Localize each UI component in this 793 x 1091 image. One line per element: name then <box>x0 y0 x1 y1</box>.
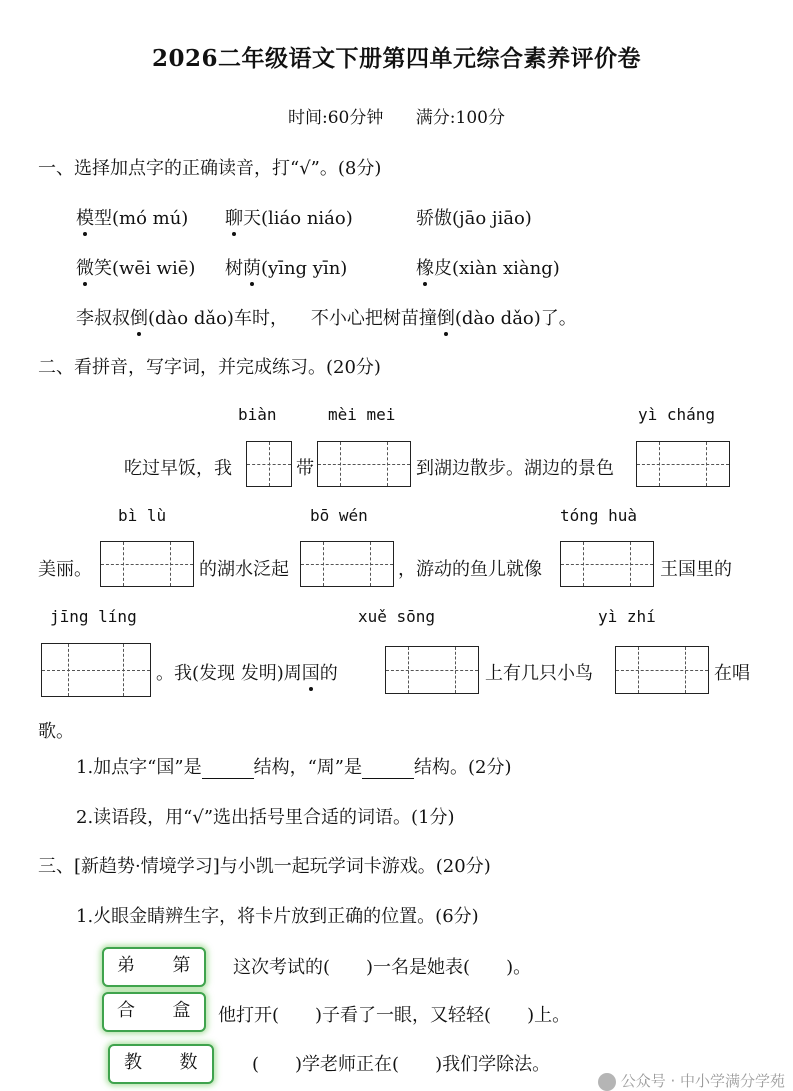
passage-line2-c: ，游动的鱼儿就像 <box>398 559 542 580</box>
item-xiangpi <box>416 254 560 280</box>
dotted-char: 微 <box>76 254 94 280</box>
pinyin-tonghua: tóng huà <box>560 506 638 525</box>
answer-blank[interactable] <box>362 760 414 779</box>
writing-box-xuesong[interactable] <box>385 646 479 694</box>
item-text: 不小心把树苗撞 <box>310 308 437 329</box>
card-sentence-3: ( )学老师正在( )我们学除法。 <box>252 1054 551 1075</box>
page-title: 2026二年级语文下册第四单元综合素养评价卷 <box>151 45 641 72</box>
exam-meta <box>0 103 793 128</box>
item-text: (dào dǎo)了。 <box>454 308 577 329</box>
item-text: 的 <box>319 663 338 684</box>
passage-line3-e: 在唱 <box>714 663 750 684</box>
item-text: 笑(wēi wiē) <box>94 258 196 279</box>
dotted-char: 荫 <box>243 254 261 280</box>
item-text: (yīng yīn) <box>261 258 348 279</box>
passage-line2-b: 的湖水泛起 <box>199 559 289 580</box>
question-3-1: 1.火眼金睛辨生字，将卡片放到正确的位置。(6分) <box>76 906 479 927</box>
item-liaotian <box>225 204 353 230</box>
writing-box-bian[interactable] <box>246 441 292 487</box>
section3-heading: 三、[新趋势·情境学习]与小凯一起玩学词卡游戏。(20分) <box>38 856 491 877</box>
question-2-2: 2.读语段，用“√”选出括号里合适的词语。(1分) <box>76 807 455 828</box>
passage-line1-c: 到湖边散步。湖边的景色 <box>416 458 614 479</box>
item-text: 树 <box>225 258 243 279</box>
writing-box-jingling[interactable] <box>41 643 151 697</box>
pinyin-xuesong: xuě sōng <box>358 607 436 626</box>
word-card-di[interactable]: 弟 第 <box>102 947 206 987</box>
item-text: 结构，“周”是 <box>253 757 362 778</box>
item-text: (dào dǎo)车时， <box>148 308 288 329</box>
item-text: 李叔叔 <box>76 308 130 329</box>
item-text: 结构。(2分) <box>413 757 512 778</box>
passage-line4: 歌。 <box>38 721 74 742</box>
item-moxing <box>76 204 188 230</box>
writing-box-meimei[interactable] <box>317 441 411 487</box>
pinyin-bian: biàn <box>238 405 277 424</box>
passage-line1-a: 吃过早饭，我 <box>124 458 232 479</box>
pinyin-yichang: yì cháng <box>638 405 716 424</box>
dotted-char: 聊 <box>225 204 243 230</box>
writing-box-bilu[interactable] <box>100 541 194 587</box>
word-card-he[interactable]: 合 盒 <box>102 992 206 1032</box>
writing-box-yichang[interactable] <box>636 441 730 487</box>
answer-blank[interactable] <box>202 760 254 779</box>
passage-line3-d: 上有几只小鸟 <box>485 663 593 684</box>
question-2-1 <box>76 753 511 779</box>
word-card-jiao[interactable]: 教 数 <box>108 1044 214 1084</box>
dotted-char: 模 <box>76 204 94 230</box>
writing-box-tonghua[interactable] <box>560 541 654 587</box>
item-jiaoao: 骄傲(jāo jiāo) <box>416 208 532 229</box>
wechat-icon <box>598 1073 616 1091</box>
item-text: 1.加点字“国”是 <box>76 757 202 778</box>
pinyin-meimei: mèi mei <box>328 405 396 424</box>
section2-heading: 二、看拼音，写字词，并完成练习。(20分) <box>38 357 381 378</box>
item-weixiao <box>76 254 195 280</box>
watermark <box>598 1070 785 1091</box>
section1-heading: 一、选择加点字的正确读音，打“√”。(8分) <box>38 158 382 179</box>
writing-box-yizhi[interactable] <box>615 646 709 694</box>
watermark-text: 公众号 · 中小学满分学苑 <box>620 1072 785 1090</box>
passage-line2-d: 王国里的 <box>660 559 732 580</box>
item-text: 型(mó mú) <box>94 208 189 229</box>
pinyin-yizhi: yì zhí <box>598 607 656 626</box>
pinyin-bowen: bō wén <box>310 506 368 525</box>
time-limit: 时间:60分钟 <box>288 108 384 128</box>
dotted-char: 倒 <box>437 304 455 330</box>
full-score: 满分:100分 <box>415 108 505 128</box>
passage-line2-a: 美丽。 <box>38 559 92 580</box>
dotted-char: 橡 <box>416 254 434 280</box>
item-text: 皮(xiàn xiàng) <box>434 258 560 279</box>
passage-line1-b: 带 <box>296 458 314 479</box>
card-sentence-1: 这次考试的( )一名是她表( )。 <box>233 957 532 978</box>
pinyin-jingling: jīng líng <box>50 607 137 626</box>
item-shuyin <box>225 254 347 280</box>
item-text: 。我(发现 发明)周 <box>156 663 302 684</box>
pinyin-bilu: bì lù <box>118 506 167 525</box>
writing-box-bowen[interactable] <box>300 541 394 587</box>
passage-line3-a <box>156 659 338 685</box>
item-text: 天(liáo niáo) <box>243 208 353 229</box>
dotted-char: 国 <box>302 659 320 685</box>
card-sentence-2: 他打开( )子看了一眼，又轻轻( )上。 <box>218 1005 571 1026</box>
dotted-char: 倒 <box>130 304 148 330</box>
item-daoche <box>76 304 577 330</box>
